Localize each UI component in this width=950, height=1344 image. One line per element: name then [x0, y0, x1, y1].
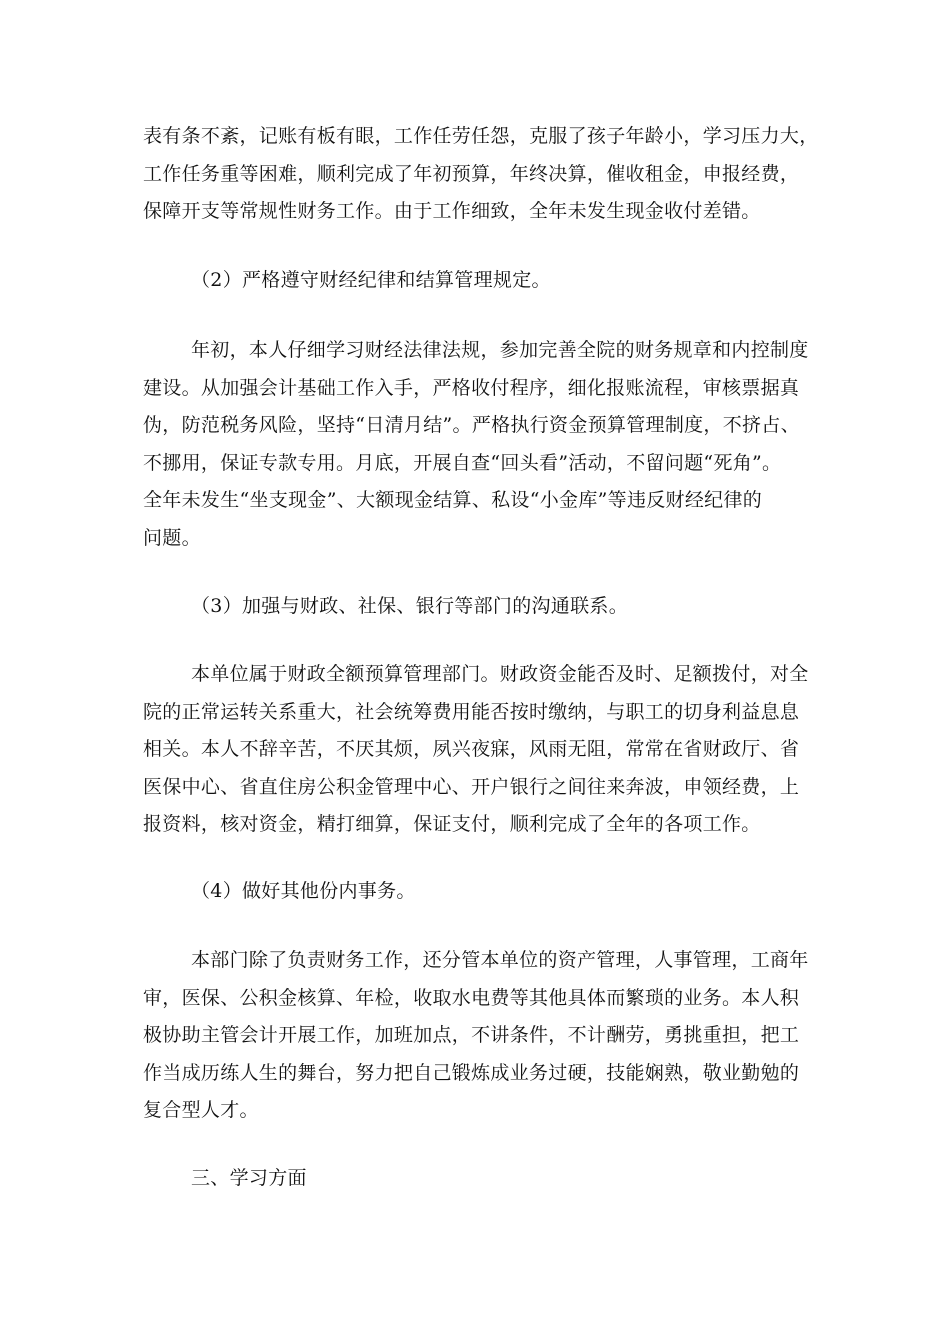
subheading-2	[143, 262, 813, 300]
text-line: 极协助主管会计开展工作，加班加点，不讲条件，不计酬劳，勇挑重担，把工	[143, 1024, 800, 1046]
text-line: 伪，防范税务风险，坚持“日清月结”。严格执行资金预算管理制度，不挤占、	[143, 414, 800, 436]
text-line: 问题。	[143, 526, 201, 549]
text-line: 本部门除了负责财务工作，还分管本单位的资产管理，人事管理，工商年	[191, 949, 809, 971]
text-line: （2）严格遵守财经纪律和结算管理规定。	[191, 269, 551, 291]
text-line: 不挪用，保证专款专用。月底，开展自查“回头看”活动，不留问题“死角”。	[143, 451, 782, 474]
text-line: 三、学习方面	[191, 1167, 307, 1189]
text-line: （4）做好其他份内事务。	[191, 880, 416, 902]
text-line: 保障开支等常规性财务工作。由于工作细致，全年未发生现金收付差错。	[143, 200, 761, 222]
paragraph-continuation	[143, 118, 819, 231]
text-line: 相关。本人不辞辛苦，不厌其烦，夙兴夜寐，风雨无阻，常常在省财政厅、省	[143, 738, 800, 760]
subheading-3	[143, 588, 813, 626]
text-line: 审，医保、公积金核算、年检，收取水电费等其他具体而繁琐的业务。本人积	[143, 986, 800, 1009]
text-line: 复合型人才。	[143, 1099, 259, 1121]
text-line: 报资料，核对资金，精打细算，保证支付，顺利完成了全年的各项工作。	[143, 813, 761, 835]
text-line: 作当成历练人生的舞台，努力把自己锻炼成业务过硬，技能娴熟，敬业勤勉的	[143, 1061, 800, 1084]
text-line: 年初，本人仔细学习财经法律法规，参加完善全院的财务规章和内控制度	[191, 339, 809, 361]
text-line: 本单位属于财政全额预算管理部门。财政资金能否及时、足额拨付，对全	[191, 663, 809, 685]
text-line: 院的正常运转关系重大，社会统筹费用能否按时缴纳，与职工的切身利益息息	[143, 700, 800, 723]
paragraph-financial-discipline	[143, 332, 813, 557]
text-line: 建设。从加强会计基础工作入手，严格收付程序，细化报账流程，审核票据真	[143, 376, 800, 399]
text-line: 医保中心、省直住房公积金管理中心、开户银行之间往来奔波，申领经费，上	[143, 775, 800, 798]
text-line: 表有条不紊，记账有板有眼，工作任劳任怨，克服了孩子年龄小，学习压力大，	[143, 125, 819, 147]
section-heading-study	[143, 1160, 813, 1198]
text-line: （3）加强与财政、社保、银行等部门的沟通联系。	[191, 595, 628, 617]
paragraph-other-duties	[143, 942, 813, 1130]
text-line: 全年未发生“坐支现金”、大额现金结算、私设“小金库”等违反财经纪律的	[143, 489, 763, 511]
text-line: 工作任务重等困难，顺利完成了年初预算，年终决算，催收租金，申报经费，	[143, 162, 800, 185]
subheading-4	[143, 873, 813, 911]
paragraph-communication	[143, 656, 813, 844]
